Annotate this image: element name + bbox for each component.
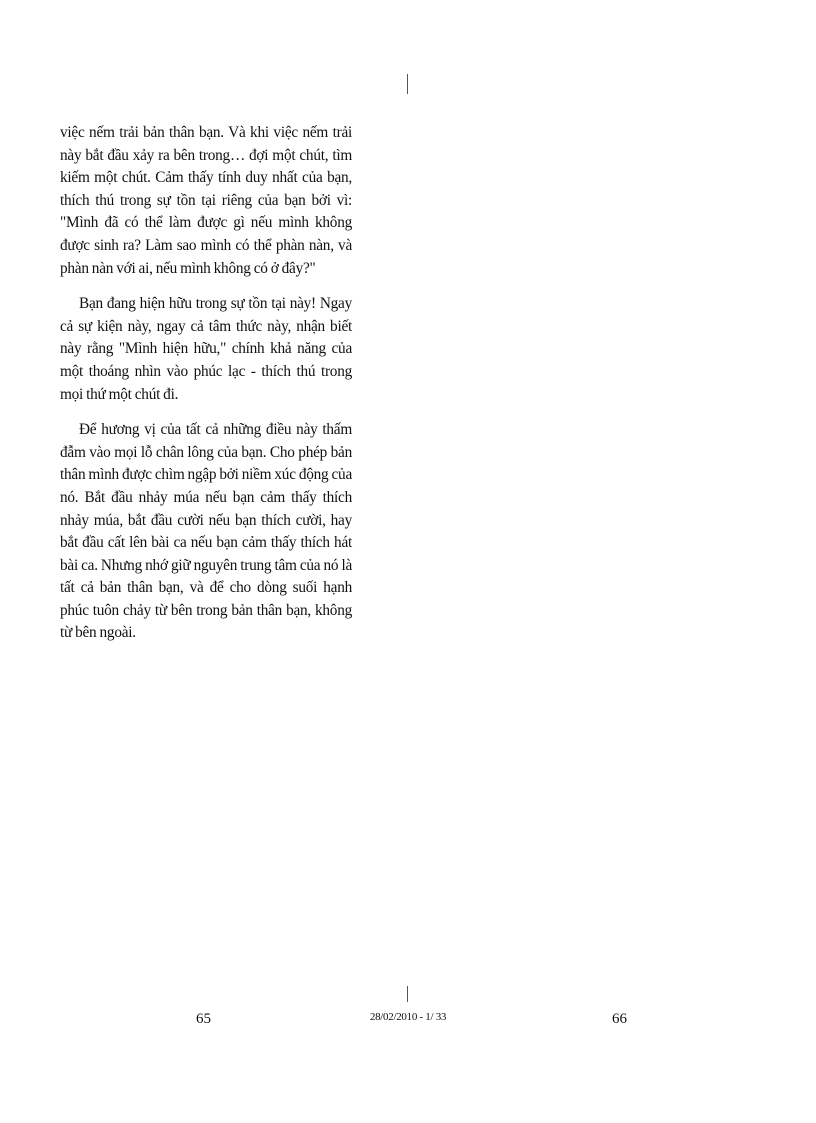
paragraph-3: Để hương vị của tất cả những điều này thấm đẫm vào mọi lỗ chân lông của bạn. Cho phép bản thân mình được chìm ngập bởi niềm xúc động của nó. Bắt đầu nhảy múa nếu bạn cảm thấy thích nhảy múa, bắt đầu cười nếu bạn thích cười, hay bắt đầu cất lên bài ca nếu bạn cảm thấy thích hát bài ca. Nhưng nhớ giữ nguyên trung tâm của nó là tất cả bản thân bạn, và để cho dòng suối hạnh phúc tuôn chảy từ bên trong bản thân bạn, không từ bên ngoài. [60,421,352,642]
paragraph-1: việc nếm trải bản thân bạn. Và khi việc nếm trải này bắt đầu xảy ra bên trong… đợi một chút, tìm kiếm một chút. Cảm thấy tính duy nhất của bạn, thích thú trong sự tồn tại riêng của bạn bởi vì: "Mình đã có thể làm được gì nếu mình không được sinh ra? Làm sao mình có thể phàn nàn, và phàn nàn với ai, nếu mình không có ở đây?" [60,124,352,277]
left-page-number: 65 [196,1011,211,1027]
left-page-text [60,122,352,658]
paragraph-2: Bạn đang hiện hữu trong sự tồn tại này! Ngay cả sự kiện này, ngay cả tâm thức này, nhận biết này rằng "Mình hiện hữu," chính khả năng của một thoáng nhìn vào phúc lạc - thích thú trong mọi thứ một chút đi. [60,295,352,403]
footer-date-stamp: 28/02/2010 - 1/ 33 [369,1011,447,1023]
center-fold-mark-bottom [407,986,408,1002]
right-page-number: 66 [612,1011,627,1027]
center-fold-mark-top [407,74,408,94]
